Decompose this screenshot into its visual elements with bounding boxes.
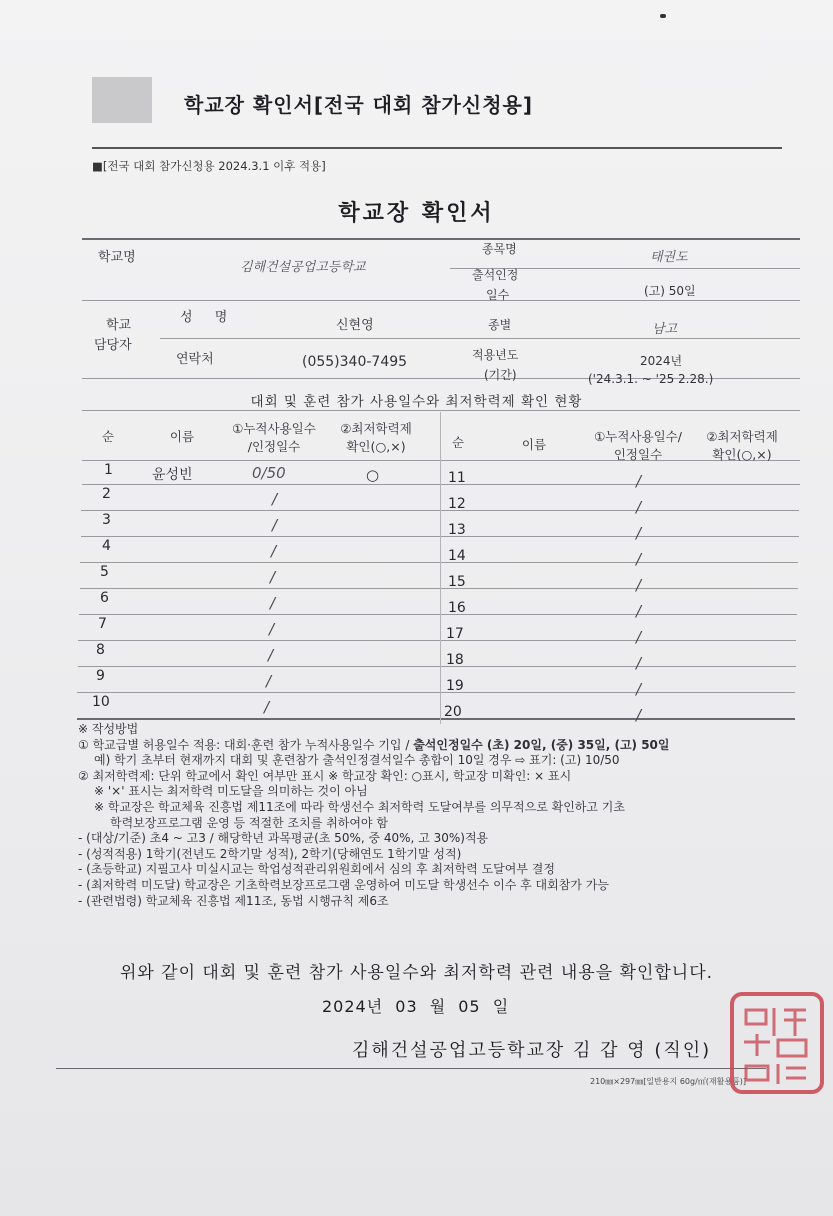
col-no-header-right: 순 (451, 435, 465, 450)
info-rule (82, 410, 800, 411)
gender-label: 종별 (488, 318, 512, 332)
instruction-3: ※ 학교장은 학교체육 진흥법 제11조에 따라 학생선수 최저학력 도달여부를 의무적으로 확인하고 기초 (94, 799, 625, 814)
col-days-header: ①누적사용일수 /인정일수 (232, 421, 316, 454)
col-days-header-right: ①누적사용일수/ 인정일수 (594, 429, 682, 462)
status-row-rule (79, 614, 797, 615)
col-no-header: 순 (101, 429, 115, 444)
row-19-no: 19 (446, 678, 464, 694)
status-row-rule (82, 484, 800, 485)
rule-target: - (대상/기준) 초4 ~ 고3 / 해당학년 과목평균(초 50%, 중 40%, 고 30%)적용 (78, 831, 489, 846)
manager-label-2: 담당자 (94, 338, 132, 353)
row-18-days: / (636, 654, 642, 672)
issue-date: 2024년 03 월 05 일 (322, 997, 510, 1016)
instruction-2-note: ※ '×' 표시는 최저학력 미도달을 의미하는 것이 아님 (94, 784, 368, 799)
info-rule (82, 300, 800, 301)
row-15-days: / (636, 576, 642, 594)
col-name-header-right: 이름 (521, 437, 547, 452)
row-15-no: 15 (448, 574, 466, 590)
instructions-title: ※ 작성방법 (78, 722, 139, 736)
row-17-no: 17 (446, 626, 464, 642)
writing-instructions (78, 722, 798, 909)
row-16-days: / (636, 602, 642, 620)
row-3-days: / (272, 516, 278, 534)
row-13-no: 13 (448, 522, 466, 538)
row-20-no: 20 (444, 704, 462, 720)
row-11-days: / (636, 472, 642, 490)
attend-value: (고) 50일 (644, 284, 696, 298)
row-14-no: 14 (448, 548, 466, 564)
info-top-rule (82, 238, 800, 240)
year-label-2: (기간) (484, 368, 517, 382)
name-label: 성 명 (180, 310, 228, 325)
row-8-no: 8 (96, 642, 105, 658)
school-value: 김해건설공업고등학교 (240, 260, 366, 275)
contact-value: (055)340-7495 (302, 354, 408, 370)
attend-label: 출석인정 (472, 268, 519, 282)
status-row-rule (78, 640, 796, 641)
confirmation-statement: 위와 같이 대회 및 훈련 참가 사용일수와 최저학력 관련 내용을 확인합니다. (119, 963, 714, 983)
row-9-no: 9 (96, 668, 105, 684)
rule-law: - (관련법령) 학교체육 진흥법 제11조, 동법 시행규칙 제6조 (78, 893, 389, 908)
row-18-no: 18 (446, 652, 464, 668)
row-11-no: 11 (448, 470, 466, 486)
row-20-days: / (636, 706, 642, 724)
instruction-2: ② 최저학력제: 단위 학교에서 확인 여부만 표시 ※ 학교장 확인: ○표시, 학교장 미확인: × 표시 (78, 768, 572, 783)
header-band (92, 77, 782, 147)
speck (660, 14, 666, 18)
official-seal-icon (728, 990, 826, 1096)
row-14-days: / (636, 550, 642, 568)
paper-spec-note: 210㎜×297㎜[일반용지 60g/㎡(재활용품)] (590, 1077, 747, 1086)
header-title: 학교장 확인서[전국 대회 참가신청용] (184, 93, 533, 117)
year-period: ('24.3.1. ~ '25 2.28.) (588, 372, 714, 386)
document-title: 학교장 확인서 (338, 201, 495, 226)
attend-label-2: 일수 (486, 288, 510, 302)
col-check-header-right: ②최저학력제 확인(○,×) (706, 429, 778, 462)
row-8-days: / (268, 646, 274, 664)
row-7-no: 7 (98, 616, 107, 632)
applicability-note: ■[전국 대회 참가신청용 2024.3.1 이후 적용] (92, 159, 326, 173)
instruction-3-cont: 학력보장프로그램 운영 등 적절한 조치를 취하여야 함 (110, 815, 388, 830)
bottom-rule (56, 1068, 766, 1069)
header-gray-block (92, 77, 152, 123)
row-6-no: 6 (100, 590, 109, 606)
status-center-divider (440, 412, 441, 724)
row-7-days: / (269, 620, 275, 638)
row-13-days: / (636, 524, 642, 542)
status-row-rule (78, 666, 796, 667)
row-10-no: 10 (92, 694, 110, 710)
row-4-days: / (271, 542, 277, 560)
row-6-days: / (270, 594, 276, 612)
row-10-days: / (264, 698, 270, 716)
row-9-days: / (266, 672, 272, 690)
name-value: 신현영 (336, 318, 374, 333)
col-check-header: ②최저학력제 확인(○,×) (340, 421, 412, 454)
col-name-header: 이름 (169, 429, 195, 444)
gender-value: 남고 (652, 322, 678, 337)
row-5-days: / (270, 568, 276, 586)
header-rule (92, 147, 782, 149)
rule-grade: - (성적적용) 1학기(전년도 2학기말 성적), 2학기(당해연도 1학기말 성적) (78, 846, 462, 861)
manager-label: 학교 (106, 318, 132, 333)
row-4-no: 4 (102, 538, 111, 554)
event-value: 태권도 (650, 250, 688, 265)
instruction-1: ① 학교급별 허용일수 적용: 대회·훈련 참가 누적사용일수 기입 / 출석인정일수 (초) 20일, (중) 35일, (고) 50일 (78, 737, 670, 752)
rule-below-min: - (최저학력 미도달) 학교장은 기초학력보장프로그램 운영하여 미도달 학생선수 이수 후 대회참가 가능 (78, 877, 609, 892)
row-2-no: 2 (102, 486, 111, 502)
info-rule (160, 338, 800, 339)
status-row-rule (77, 718, 795, 720)
status-row-rule (80, 562, 798, 563)
row-3-no: 3 (102, 512, 111, 528)
row-17-days: / (636, 628, 642, 646)
row-1-days: 0/50 (252, 464, 286, 482)
school-label: 학교명 (98, 250, 136, 265)
row-12-no: 12 (448, 496, 466, 512)
row-16-no: 16 (448, 600, 466, 616)
row-1-name: 윤성빈 (152, 467, 193, 483)
status-section-title: 대회 및 훈련 참가 사용일수와 최저학력제 확인 현황 (250, 394, 583, 410)
row-5-no: 5 (100, 564, 109, 580)
instruction-1-example: 예) 학기 초부터 현재까지 대회 및 훈련참가 출석인정결석일수 총합이 10일 경우 ⇨ 표기: (고) 10/50 (94, 753, 620, 768)
year-label: 적용년도 (472, 348, 519, 362)
status-row-rule (80, 588, 798, 589)
principal-signature: 김해건설공업고등학교장 김 갑 영 (직인) (352, 1040, 712, 1061)
rule-elementary: - (초등학교) 지필고사 미실시교는 학업성적관리위원회에서 심의 후 최저학력 도달여부 결정 (78, 862, 555, 877)
status-row-rule (77, 692, 795, 693)
row-1-no: 1 (104, 462, 113, 478)
contact-label: 연락처 (176, 352, 214, 367)
event-label: 종목명 (482, 242, 517, 256)
year-value: 2024년 (640, 354, 683, 368)
row-12-days: / (636, 498, 642, 516)
row-1-check: ○ (366, 466, 380, 484)
row-19-days: / (636, 680, 642, 698)
row-2-days: / (272, 490, 278, 508)
